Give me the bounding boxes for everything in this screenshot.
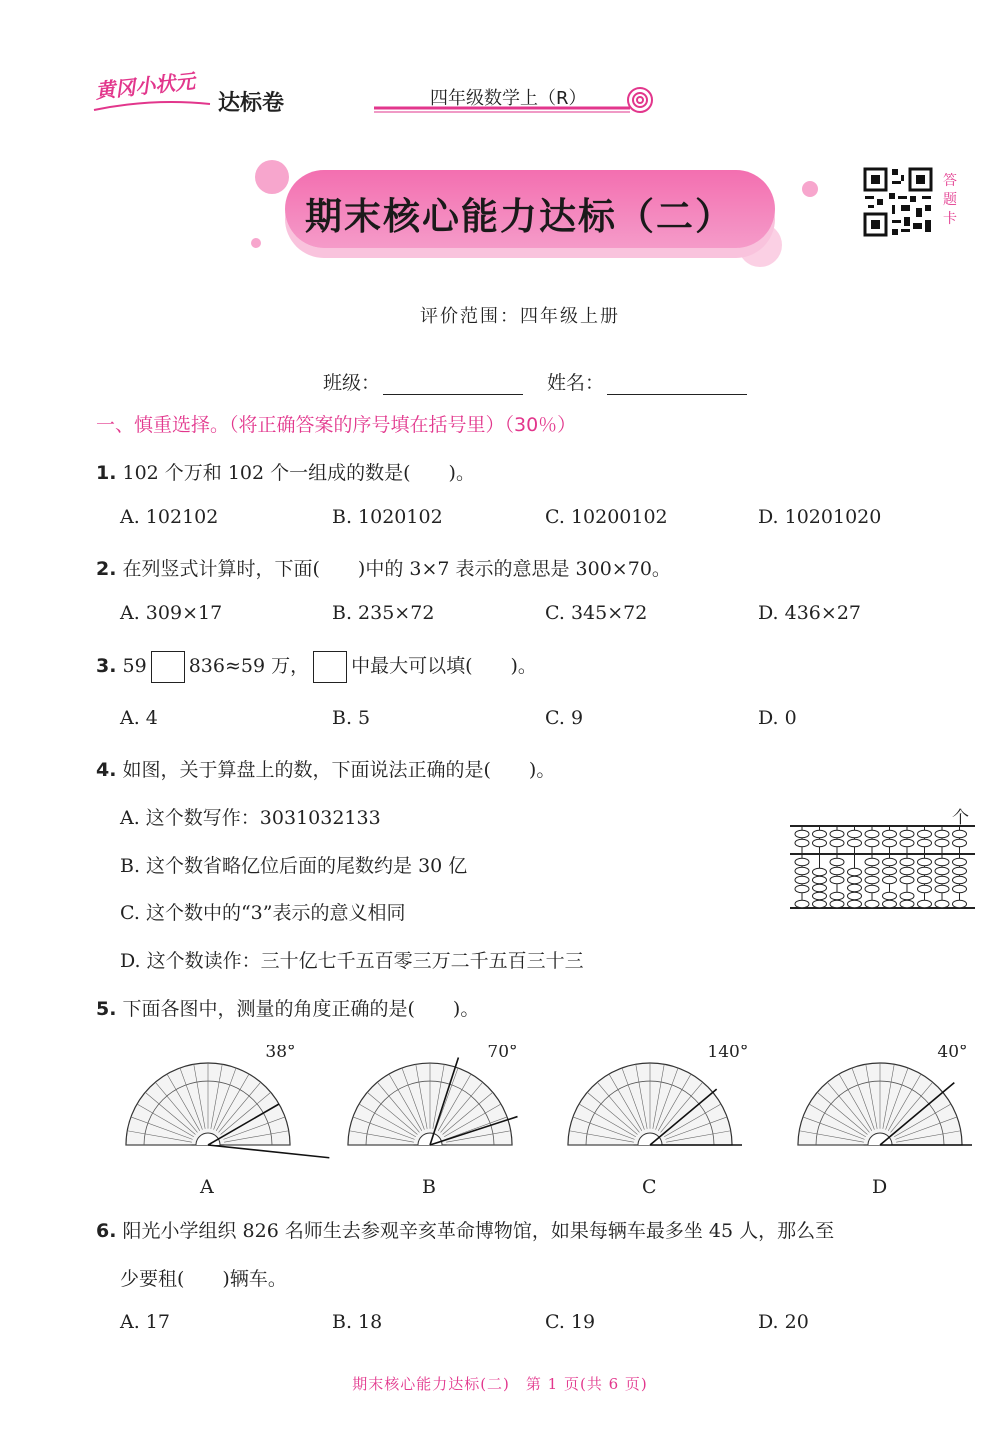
option-a[interactable]: A. 4 xyxy=(120,707,158,729)
abacus-bead xyxy=(935,900,949,908)
option-b[interactable]: B. 5 xyxy=(332,707,371,729)
angle-value-label: 140° xyxy=(707,1045,749,1062)
digit-box[interactable] xyxy=(313,651,347,683)
protractor-a xyxy=(126,1045,329,1195)
abacus-bead xyxy=(953,830,967,838)
abacus-bead xyxy=(900,858,914,866)
abacus-bead xyxy=(883,876,897,884)
option-a[interactable]: A. 这个数写作：3031032133 xyxy=(120,807,381,829)
option-b[interactable]: B. 18 xyxy=(332,1311,383,1333)
abacus-bead xyxy=(848,830,862,838)
abacus-bead xyxy=(865,900,879,908)
abacus-bead xyxy=(918,900,932,908)
abacus-bead xyxy=(848,876,862,884)
abacus-bead xyxy=(795,858,809,866)
protractor-label: C xyxy=(642,1176,657,1195)
abacus-bead xyxy=(813,892,827,900)
abacus-bead xyxy=(953,885,967,893)
abacus-bead xyxy=(813,839,827,847)
abacus-bead xyxy=(830,830,844,838)
protractor-label: D xyxy=(872,1176,888,1195)
question-text: 102 个万和 102 个一组成的数是( )。 xyxy=(122,462,475,484)
question-number: 1. xyxy=(96,462,117,484)
option-d[interactable]: D. 10201020 xyxy=(758,506,882,528)
brand-suffix: 达标卷 xyxy=(218,91,285,116)
abacus-bead xyxy=(918,876,932,884)
abacus-bead xyxy=(918,867,932,875)
abacus-bead xyxy=(865,876,879,884)
abacus-bead xyxy=(848,839,862,847)
abacus-bead xyxy=(795,830,809,838)
abacus-bead xyxy=(900,839,914,847)
option-d[interactable]: D. 20 xyxy=(758,1311,809,1333)
abacus-bead xyxy=(935,867,949,875)
question-text: 如图，关于算盘上的数，下面说法正确的是( )。 xyxy=(122,759,556,781)
abacus-bead xyxy=(830,839,844,847)
abacus-bead xyxy=(830,900,844,908)
class-label: 班级： xyxy=(323,372,381,394)
option-d[interactable]: D. 436×27 xyxy=(758,602,861,624)
option-b[interactable]: B. 这个数省略亿位后面的尾数约是 30 亿 xyxy=(120,855,468,877)
abacus-bead xyxy=(883,858,897,866)
abacus-bead xyxy=(795,867,809,875)
abacus-bead xyxy=(935,830,949,838)
abacus-bead xyxy=(848,884,862,892)
abacus-bead xyxy=(953,867,967,875)
abacus-bead xyxy=(883,839,897,847)
option-c[interactable]: C. 10200102 xyxy=(545,506,668,528)
question-number: 6. xyxy=(96,1220,117,1242)
option-a[interactable]: A. 102102 xyxy=(120,506,219,528)
abacus-bead xyxy=(848,868,862,876)
brand-swoosh-icon xyxy=(92,96,212,116)
name-label: 姓名： xyxy=(547,372,605,394)
question-3 xyxy=(96,651,537,683)
page-footer: 期末核心能力达标(二) 第 1 页(共 6 页) xyxy=(352,1375,648,1393)
evaluation-scope: 评价范围：四年级上册 xyxy=(420,306,620,327)
option-c[interactable]: C. 345×72 xyxy=(545,602,648,624)
question-text-c: 中最大可以填( )。 xyxy=(351,655,537,677)
abacus-bead xyxy=(918,858,932,866)
abacus-bead xyxy=(935,885,949,893)
abacus-bead xyxy=(883,867,897,875)
abacus-bead xyxy=(830,858,844,866)
abacus-bead xyxy=(813,884,827,892)
abacus-bead xyxy=(935,858,949,866)
protractor-b xyxy=(348,1045,518,1195)
option-b[interactable]: B. 1020102 xyxy=(332,506,443,528)
question-number: 4. xyxy=(96,759,117,781)
abacus-bead xyxy=(865,858,879,866)
angle-value-label: 38° xyxy=(265,1045,296,1062)
abacus-bead xyxy=(795,900,809,908)
name-input[interactable] xyxy=(607,372,747,395)
option-a[interactable]: A. 309×17 xyxy=(120,602,223,624)
abacus-icon xyxy=(790,822,975,912)
abacus-bead xyxy=(883,830,897,838)
question-2 xyxy=(96,554,671,581)
abacus-bead xyxy=(813,868,827,876)
abacus-bead xyxy=(953,839,967,847)
abacus-bead xyxy=(848,900,862,908)
abacus-bead xyxy=(918,839,932,847)
protractor-label: A xyxy=(200,1176,214,1195)
abacus-ones-label: 个 xyxy=(952,808,969,828)
angle-arm xyxy=(208,1145,329,1158)
question-1 xyxy=(96,458,475,485)
abacus-bead xyxy=(935,876,949,884)
abacus-bead xyxy=(935,839,949,847)
abacus-bead xyxy=(883,900,897,908)
abacus-bead xyxy=(900,876,914,884)
protractor-figures xyxy=(120,1045,980,1195)
abacus-bead xyxy=(918,885,932,893)
abacus-bead xyxy=(900,900,914,908)
abacus-bead xyxy=(918,830,932,838)
abacus-bead xyxy=(813,876,827,884)
question-number: 2. xyxy=(96,558,117,580)
abacus-bead xyxy=(953,876,967,884)
abacus-bead xyxy=(865,885,879,893)
protractor-d xyxy=(798,1045,972,1195)
question-6-line2: 少要租( )辆车。 xyxy=(120,1268,287,1290)
question-text: 下面各图中，测量的角度正确的是( )。 xyxy=(122,998,480,1020)
abacus-bead xyxy=(795,885,809,893)
question-5 xyxy=(96,994,479,1021)
digit-box[interactable] xyxy=(151,651,185,683)
question-text-line1: 阳光小学组织 826 名师生去参观辛亥革命博物馆，如果每辆车最多坐 45 人，那么至 xyxy=(122,1220,835,1242)
page-title: 期末核心能力达标（二） xyxy=(305,195,734,238)
class-input[interactable] xyxy=(383,372,523,395)
question-text-a: 59 xyxy=(122,655,147,677)
abacus-bead xyxy=(865,867,879,875)
option-d[interactable]: D. 这个数读作：三十亿七千五百零三万二千五百三十三 xyxy=(120,950,584,972)
option-c[interactable]: C. 9 xyxy=(545,707,584,729)
abacus-bead xyxy=(795,876,809,884)
section-heading: 一、慎重选择。（将正确答案的序号填在括号里）（30％） xyxy=(96,414,577,436)
question-text-b: 836≈59 万， xyxy=(188,655,310,677)
option-b[interactable]: B. 235×72 xyxy=(332,602,435,624)
question-number: 3. xyxy=(96,655,117,677)
protractor-c xyxy=(568,1045,748,1195)
abacus-bead xyxy=(883,892,897,900)
brand-logo: 黄冈小状元 xyxy=(94,68,197,104)
abacus-bead xyxy=(830,892,844,900)
abacus-bead xyxy=(865,830,879,838)
option-a[interactable]: A. 17 xyxy=(120,1311,170,1333)
protractor-label: B xyxy=(422,1176,436,1195)
abacus-bead xyxy=(830,867,844,875)
abacus-bead xyxy=(795,839,809,847)
angle-value-label: 40° xyxy=(937,1045,968,1062)
question-number: 5. xyxy=(96,998,117,1020)
option-c[interactable]: C. 这个数中的“3”表示的意义相同 xyxy=(120,902,406,924)
abacus-bead xyxy=(813,900,827,908)
option-d[interactable]: D. 0 xyxy=(758,707,797,729)
angle-value-label: 70° xyxy=(487,1045,518,1062)
question-6 xyxy=(96,1216,834,1243)
abacus-bead xyxy=(830,876,844,884)
answer-card-label: 答题卡 xyxy=(943,173,957,227)
question-4 xyxy=(96,755,555,782)
abacus-bead xyxy=(813,830,827,838)
option-c[interactable]: C. 19 xyxy=(545,1311,596,1333)
qr-code-icon[interactable] xyxy=(862,166,934,238)
abacus-bead xyxy=(900,830,914,838)
abacus-bead xyxy=(865,839,879,847)
abacus-bead xyxy=(953,900,967,908)
abacus-bead xyxy=(953,858,967,866)
subject-label: 四年级数学上（R） xyxy=(430,88,587,109)
abacus-bead xyxy=(900,867,914,875)
question-text: 在列竖式计算时，下面( )中的 3×7 表示的意思是 300×70。 xyxy=(122,558,671,580)
abacus-bead xyxy=(848,892,862,900)
abacus-bead xyxy=(900,892,914,900)
